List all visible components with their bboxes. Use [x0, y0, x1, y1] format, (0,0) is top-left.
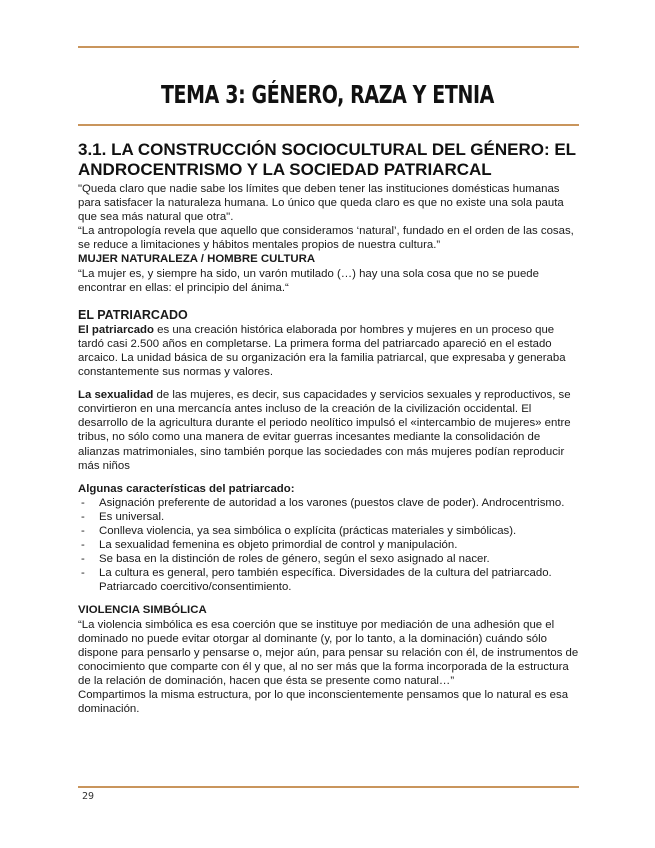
quote-1: "Queda claro que nadie sabe los límites que deben tener las instituciones domésticas humanas para satisfacer la naturaleza humana. Lo único que queda claro es que no existe una sola pauta que sea más natural que otra". [78, 183, 564, 224]
list-item: - La sexualidad femenina es objeto primordial de control y manipulación. [78, 538, 579, 552]
violencia-text: Compartimos la misma estructura, por lo que inconscientemente pensamos que lo natural es esa dominación. [78, 689, 569, 716]
caracteristicas-heading: Algunas características del patriarcado: [78, 482, 295, 495]
patriarcado-heading: EL PATRIARCADO [78, 307, 188, 322]
mujer-heading: MUJER NATURALEZA / HOMBRE CULTURA [78, 253, 316, 266]
list-item: - Asignación preferente de autoridad a los varones (puestos clave de poder). Androcentrismo. [78, 496, 579, 510]
caracteristicas-list [78, 496, 579, 595]
patriarcado-paragraph [78, 323, 579, 379]
footer-divider [78, 786, 579, 788]
top-divider [78, 46, 579, 48]
list-item: - Se basa en la distinción de roles de género, según el sexo asignado al nacer. [78, 552, 579, 566]
violencia-quote: “La violencia simbólica es esa coerción que se instituye por mediación de una adhesión que el dominado no puede evitar otorgar al dominante (y, por lo tanto, a la dominación) cuándo sólo dispone para pensarlo y pensarse o, mejor aún, para pensar su relación con él, de instrumentos de conocimiento que comparte con él y que, al no ser más que la forma incorporada de la estructura de la relación de dominación, hacen que ésta se presente como natural…” [78, 618, 579, 687]
violencia-heading: VIOLENCIA SIMBÓLICA [78, 604, 207, 617]
list-item: - Es universal. [78, 510, 579, 524]
patriarcado-text: es una creación histórica elaborada por hombres y mujeres en un proceso que tardó casi 2.500 años en completarse. La primera forma del patriarcado apareció en el estado arcaico. La unidad básica de su organización era la familia patriarcal, que expresaba y generaba constantemente sus normas y valores. [78, 323, 566, 379]
page-title: TEMA 3: GÉNERO, RAZA Y ETNIA [160, 80, 495, 109]
patriarcado-term: El patriarcado [78, 323, 154, 336]
page-number: 29 [82, 791, 95, 802]
section-heading: 3.1. LA CONSTRUCCIÓN SOCIOCULTURAL DEL GÉNERO: EL ANDROCENTRISMO Y LA SOCIEDAD PATRIARCAL [78, 140, 576, 179]
quote-3: “La mujer es, y siempre ha sido, un varón mutilado (…) hay una sola cosa que no se puede encontrar en ellas: el principio del ánima.“ [78, 267, 539, 294]
sexualidad-term: La sexualidad [78, 389, 154, 402]
document-body [78, 140, 579, 716]
quote-2: “La antropología revela que aquello que consideramos ‘natural’, fundado en el orden de las cosas, se reduce a limitaciones y hábitos mentales propios de nuestra cultura.” [78, 225, 574, 252]
sexualidad-text: de las mujeres, es decir, sus capacidades y servicios sexuales y reproductivos, se convirtieron en una mercancía antes incluso de la creación de la civilización occidental. El desarrollo de la agricultura durante el periodo neolítico impulsó el «intercambio de mujeres» entre tribus, no sólo como una manera de evitar guerras incesantes mediante la consolidación de alianzas matrimoniales, sino también porque las sociedades con más mujeres podían reproducir más niños [78, 389, 571, 472]
title-divider [78, 124, 579, 126]
list-item: - La cultura es general, pero también específica. Diversidades de la cultura del patriarcado. Patriarcado coercitivo/consentimiento. [78, 566, 579, 594]
sexualidad-paragraph [78, 388, 579, 473]
list-item: - Conlleva violencia, ya sea simbólica o explícita (prácticas materiales y simbólicas). [78, 524, 579, 538]
